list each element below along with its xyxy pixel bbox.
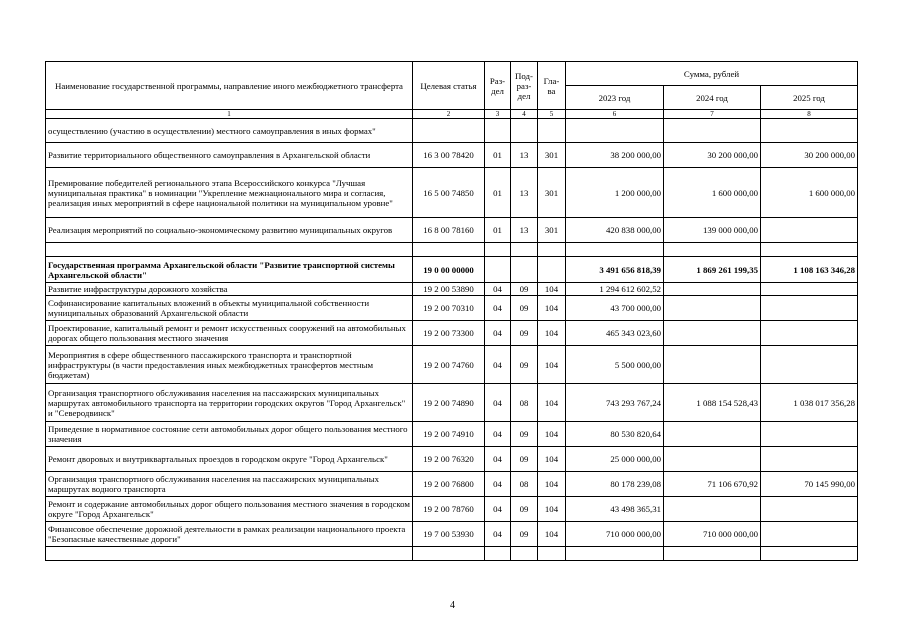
row-amount-2023: 25 000 000,00	[566, 447, 664, 472]
row-name: Мероприятия в сфере общественного пассажирского транспорта и транспортной инфраструктуры (в части предоставления иных межбюджетных трансфертов местным бюджетам)	[46, 346, 413, 384]
row-target: 19 7 00 53930	[413, 522, 485, 547]
row-section: 04	[485, 422, 511, 447]
row-chapter: 104	[538, 522, 566, 547]
row-subsection	[511, 119, 538, 143]
row-subsection: 08	[511, 384, 538, 422]
row-amount-2025	[761, 296, 858, 321]
column-number: 4	[511, 110, 538, 119]
row-amount-2024	[664, 422, 761, 447]
header-year-2023: 2023 год	[566, 86, 664, 110]
table-row	[46, 296, 858, 321]
row-target: 19 2 00 76320	[413, 447, 485, 472]
row-section	[485, 119, 511, 143]
row-subsection: 09	[511, 346, 538, 384]
row-name: Премирование победителей регионального этапа Всероссийского конкурса "Лучшая муниципальная практика" в номинации "Укрепление межнационального мира и согласия, реализация иных мероприятий в сфере национальной политики на муниципальном уровне"	[46, 168, 413, 218]
row-amount-2024: 1 869 261 199,35	[664, 257, 761, 283]
row-amount-2025	[761, 497, 858, 522]
row-amount-2025	[761, 547, 858, 561]
row-amount-2025	[761, 283, 858, 296]
column-number: 1	[46, 110, 413, 119]
header-subsection: Под-раз-дел	[511, 62, 538, 110]
row-name	[46, 243, 413, 257]
row-amount-2023: 80 178 239,08	[566, 472, 664, 497]
row-section	[485, 243, 511, 257]
table-row	[46, 283, 858, 296]
row-amount-2023: 43 700 000,00	[566, 296, 664, 321]
row-amount-2023: 80 530 820,64	[566, 422, 664, 447]
row-chapter: 104	[538, 447, 566, 472]
row-section: 04	[485, 321, 511, 346]
page-number: 4	[450, 600, 455, 611]
row-section: 04	[485, 447, 511, 472]
row-chapter: 104	[538, 346, 566, 384]
row-chapter: 104	[538, 296, 566, 321]
table-row	[46, 547, 858, 561]
row-amount-2023: 5 500 000,00	[566, 346, 664, 384]
row-target: 19 2 00 76800	[413, 472, 485, 497]
row-amount-2025	[761, 346, 858, 384]
row-chapter: 104	[538, 472, 566, 497]
column-number: 2	[413, 110, 485, 119]
row-subsection: 13	[511, 143, 538, 168]
row-section: 04	[485, 522, 511, 547]
row-subsection	[511, 547, 538, 561]
row-target: 16 3 00 78420	[413, 143, 485, 168]
row-amount-2025	[761, 447, 858, 472]
row-amount-2023: 1 294 612 602,52	[566, 283, 664, 296]
row-name	[46, 547, 413, 561]
table-row	[46, 168, 858, 218]
row-target: 19 2 00 70310	[413, 296, 485, 321]
row-subsection: 13	[511, 218, 538, 243]
row-amount-2023: 3 491 656 818,39	[566, 257, 664, 283]
row-subsection: 09	[511, 321, 538, 346]
row-name: осуществлению (участию в осуществлении) местного самоуправления в иных формах"	[46, 119, 413, 143]
row-amount-2025	[761, 218, 858, 243]
row-subsection: 09	[511, 522, 538, 547]
row-subsection: 09	[511, 296, 538, 321]
row-chapter	[538, 119, 566, 143]
table-row	[46, 447, 858, 472]
row-amount-2024: 1 088 154 528,43	[664, 384, 761, 422]
header-name: Наименование государственной программы, направление иного межбюджетного трансферта	[46, 62, 413, 110]
row-amount-2023: 710 000 000,00	[566, 522, 664, 547]
row-name: Организация транспортного обслуживания населения на пассажирских муниципальных маршрутах автомобильного транспорта на территории городских округов "Город Архангельск" и "Северодвинск"	[46, 384, 413, 422]
row-chapter: 104	[538, 283, 566, 296]
row-subsection	[511, 257, 538, 283]
row-name: Развитие инфраструктуры дорожного хозяйства	[46, 283, 413, 296]
row-name: Организация транспортного обслуживания населения на пассажирских муниципальных маршрутах водного транспорта	[46, 472, 413, 497]
column-number: 7	[664, 110, 761, 119]
row-section	[485, 547, 511, 561]
row-subsection: 13	[511, 168, 538, 218]
row-amount-2023: 43 498 365,31	[566, 497, 664, 522]
row-target: 16 8 00 78160	[413, 218, 485, 243]
row-subsection: 09	[511, 422, 538, 447]
row-name: Реализация мероприятий по социально-экономическому развитию муниципальных округов	[46, 218, 413, 243]
row-section: 04	[485, 497, 511, 522]
row-amount-2023	[566, 119, 664, 143]
column-number: 6	[566, 110, 664, 119]
row-amount-2023: 1 200 000,00	[566, 168, 664, 218]
row-amount-2024	[664, 119, 761, 143]
table-row	[46, 497, 858, 522]
row-subsection: 08	[511, 472, 538, 497]
row-amount-2025: 1 038 017 356,28	[761, 384, 858, 422]
row-amount-2024: 139 000 000,00	[664, 218, 761, 243]
row-amount-2025	[761, 119, 858, 143]
row-target: 19 2 00 74910	[413, 422, 485, 447]
budget-table	[45, 61, 858, 561]
row-section: 04	[485, 472, 511, 497]
row-target: 19 0 00 00000	[413, 257, 485, 283]
row-subsection	[511, 243, 538, 257]
row-chapter: 301	[538, 168, 566, 218]
row-target	[413, 243, 485, 257]
row-chapter: 104	[538, 497, 566, 522]
row-amount-2024: 710 000 000,00	[664, 522, 761, 547]
row-amount-2024	[664, 321, 761, 346]
row-target: 19 2 00 53890	[413, 283, 485, 296]
header-target: Целевая статья	[413, 62, 485, 110]
row-chapter: 104	[538, 422, 566, 447]
row-section: 01	[485, 168, 511, 218]
table-row	[46, 384, 858, 422]
header-section: Раз-дел	[485, 62, 511, 110]
row-chapter	[538, 243, 566, 257]
row-amount-2024	[664, 497, 761, 522]
row-amount-2025	[761, 522, 858, 547]
row-amount-2023: 38 200 000,00	[566, 143, 664, 168]
header-year-2025: 2025 год	[761, 86, 858, 110]
header-chapter: Гла-ва	[538, 62, 566, 110]
row-subsection: 09	[511, 283, 538, 296]
row-name: Проектирование, капитальный ремонт и ремонт искусственных сооружений на автомобильных дорогах общего пользования местного значения	[46, 321, 413, 346]
row-target: 19 2 00 74890	[413, 384, 485, 422]
row-name: Софинансирование капитальных вложений в объекты муниципальной собственности муниципальных образований Архангельской области	[46, 296, 413, 321]
column-number-row	[46, 110, 858, 119]
table-row	[46, 257, 858, 283]
row-amount-2025	[761, 243, 858, 257]
table-row	[46, 472, 858, 497]
row-chapter: 104	[538, 384, 566, 422]
row-amount-2023: 743 293 767,24	[566, 384, 664, 422]
row-amount-2024	[664, 447, 761, 472]
column-number: 5	[538, 110, 566, 119]
row-amount-2023: 420 838 000,00	[566, 218, 664, 243]
row-amount-2024	[664, 346, 761, 384]
row-target: 19 2 00 73300	[413, 321, 485, 346]
row-amount-2025: 1 108 163 346,28	[761, 257, 858, 283]
row-name: Ремонт и содержание автомобильных дорог общего пользования местного значения в городском округе "Город Архангельск"	[46, 497, 413, 522]
row-section: 04	[485, 283, 511, 296]
table-row	[46, 218, 858, 243]
row-subsection: 09	[511, 497, 538, 522]
row-chapter	[538, 547, 566, 561]
row-subsection: 09	[511, 447, 538, 472]
row-chapter	[538, 257, 566, 283]
row-amount-2024	[664, 296, 761, 321]
column-number: 3	[485, 110, 511, 119]
row-amount-2023	[566, 243, 664, 257]
row-amount-2025	[761, 422, 858, 447]
row-chapter: 301	[538, 143, 566, 168]
row-name: Приведение в нормативное состояние сети автомобильных дорог общего пользования местного значения	[46, 422, 413, 447]
row-amount-2023	[566, 547, 664, 561]
row-chapter: 301	[538, 218, 566, 243]
row-amount-2025: 70 145 990,00	[761, 472, 858, 497]
table-row	[46, 422, 858, 447]
row-amount-2023: 465 343 023,60	[566, 321, 664, 346]
row-name: Развитие территориального общественного самоуправления в Архангельской области	[46, 143, 413, 168]
row-amount-2024: 30 200 000,00	[664, 143, 761, 168]
row-name: Государственная программа Архангельской области "Развитие транспортной системы Архангельской области"	[46, 257, 413, 283]
row-amount-2024: 1 600 000,00	[664, 168, 761, 218]
row-name: Ремонт дворовых и внутриквартальных проездов в городском округе "Город Архангельск"	[46, 447, 413, 472]
row-chapter: 104	[538, 321, 566, 346]
row-name: Финансовое обеспечение дорожной деятельности в рамках реализации национального проекта "Безопасные качественные дороги"	[46, 522, 413, 547]
row-amount-2025: 30 200 000,00	[761, 143, 858, 168]
table-row	[46, 243, 858, 257]
header-year-2024: 2024 год	[664, 86, 761, 110]
row-amount-2025: 1 600 000,00	[761, 168, 858, 218]
row-section: 04	[485, 296, 511, 321]
row-target: 19 2 00 74760	[413, 346, 485, 384]
row-amount-2025	[761, 321, 858, 346]
row-amount-2024	[664, 547, 761, 561]
table-row	[46, 522, 858, 547]
row-amount-2024: 71 106 670,92	[664, 472, 761, 497]
table-row	[46, 321, 858, 346]
table-row	[46, 346, 858, 384]
row-amount-2024	[664, 283, 761, 296]
row-section: 01	[485, 143, 511, 168]
row-section: 01	[485, 218, 511, 243]
row-target: 19 2 00 78760	[413, 497, 485, 522]
row-section: 04	[485, 384, 511, 422]
header-sum: Сумма, рублей	[566, 62, 858, 86]
column-number: 8	[761, 110, 858, 119]
table-row	[46, 119, 858, 143]
row-target	[413, 119, 485, 143]
row-section	[485, 257, 511, 283]
table-row	[46, 143, 858, 168]
row-section: 04	[485, 346, 511, 384]
row-target: 16 5 00 74850	[413, 168, 485, 218]
row-target	[413, 547, 485, 561]
row-amount-2024	[664, 243, 761, 257]
